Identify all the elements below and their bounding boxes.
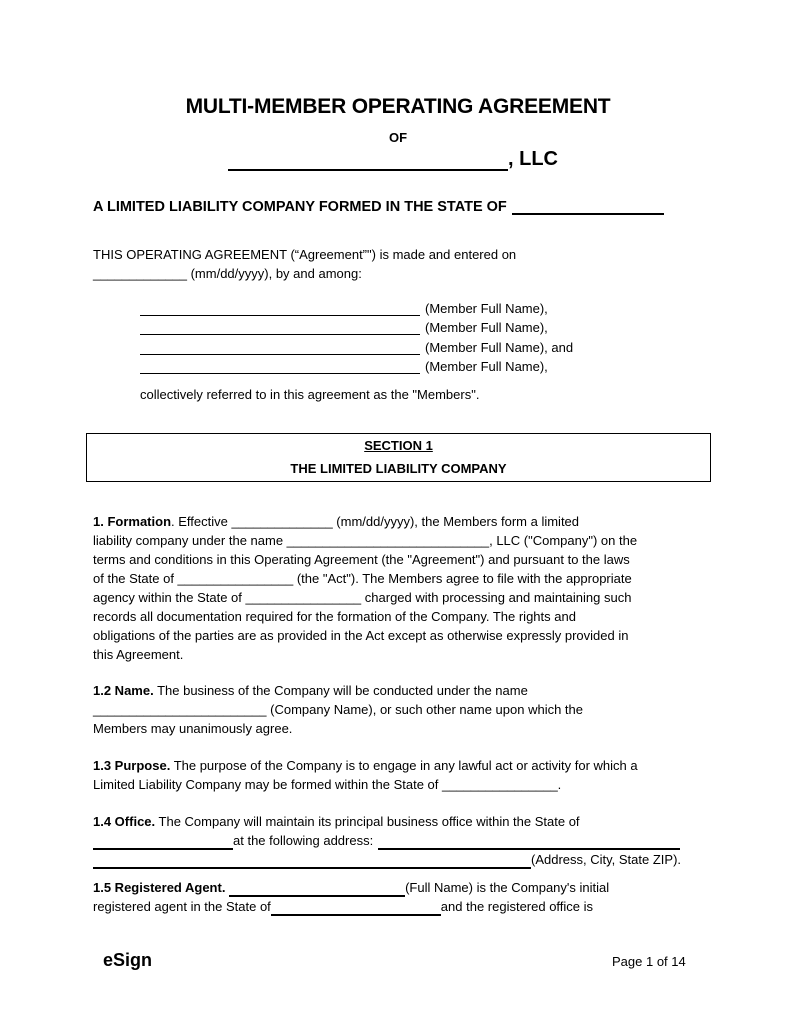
member-name-blank[interactable] — [140, 303, 420, 316]
paragraph-line: . Effective ______________ (mm/dd/yyyy), the Members form a limited — [171, 514, 580, 529]
state-heading — [93, 199, 664, 215]
agent-paragraph: 1.5 Registered Agent . (Full Name) is the Company's initial registered agent in the State of and the registered office is — [93, 880, 610, 914]
formation-paragraph — [93, 512, 703, 664]
office-label: 1.4 Office. — [93, 814, 156, 829]
member-label: (Member Full Name), — [425, 301, 548, 316]
purpose-paragraph — [93, 756, 703, 794]
paragraph-line: Limited Liability Company may be formed within the State of ________________. — [93, 777, 562, 792]
name-paragraph — [93, 681, 703, 738]
company-name-blank[interactable] — [228, 147, 508, 171]
paragraph-line: this Agreement. — [93, 647, 184, 662]
paragraph-line: The business of the Company will be conducted under the name — [153, 683, 528, 698]
paragraph-line: ________________________ (Company Name), or such other name upon which the — [93, 702, 584, 717]
paragraph-line: (Address, City, State ZIP). — [531, 852, 682, 867]
paragraph-line: records all documentation required for the formation of the Company. The rights and — [93, 609, 576, 624]
member-line-4 — [140, 359, 548, 374]
intro-line-2: _____________ (mm/dd/yyyy), by and among: — [93, 266, 362, 281]
name-label: 1.2 Name. — [93, 683, 154, 698]
title-of: OF — [388, 130, 408, 145]
paragraph-line: (Full Name) is the Company's initial — [405, 880, 610, 895]
member-name-blank[interactable] — [140, 322, 420, 335]
document-title: MULTI-MEMBER OPERATING AGREEMENT — [185, 95, 611, 118]
member-label: (Member Full Name), and — [425, 340, 574, 355]
agent-name-blank[interactable] — [229, 883, 405, 897]
paragraph-line: liability company under the name ____________________________, LLC ("Company") on the — [93, 533, 638, 548]
llc-suffix: , LLC — [508, 148, 558, 170]
paragraph-line: of the State of ________________ (the "Act"). The Members agree to file with the appropriate — [93, 571, 632, 586]
member-label: (Member Full Name), — [425, 359, 548, 374]
paragraph-line: registered agent in the State of — [93, 899, 271, 914]
paragraph-line: and the registered office is — [440, 899, 594, 914]
paragraph-line: agency within the State of ________________ charged with processing and maintaining such — [93, 590, 632, 605]
section-title: THE LIMITED LIABILITY COMPANY — [290, 461, 507, 476]
company-name-line — [228, 147, 558, 171]
agent-state-blank[interactable] — [271, 902, 441, 916]
paragraph-line: at the following address: — [233, 833, 374, 848]
esign-logo: eSign — [103, 950, 153, 970]
paragraph-line: Members may unanimously agree. — [93, 721, 293, 736]
state-heading-text: A LIMITED LIABILITY COMPANY FORMED IN THE STATE OF — [93, 199, 507, 215]
paragraph-line: The Company will maintain its principal business office within the State of — [155, 814, 580, 829]
paragraph-line: obligations of the parties are as provided in the Act except as otherwise expressly provided in — [93, 628, 629, 643]
office-paragraph — [93, 812, 703, 869]
formation-state-blank[interactable] — [512, 199, 664, 215]
office-address-blank-2[interactable] — [93, 855, 531, 869]
page-number: Page 1 of 14 — [612, 954, 686, 969]
member-label: (Member Full Name), — [425, 320, 548, 335]
formation-label: 1. Formation — [93, 514, 172, 529]
office-state-blank[interactable] — [93, 836, 233, 850]
member-line-1 — [140, 301, 548, 316]
paragraph-line: The purpose of the Company is to engage in any lawful act or activity for which a — [170, 758, 638, 773]
member-name-blank[interactable] — [140, 361, 420, 374]
intro-line-1: THIS OPERATING AGREEMENT (“Agreement”") is made and entered on — [93, 247, 517, 262]
member-line-3 — [140, 340, 573, 355]
agent-label: 1.5 Registered Agent — [93, 880, 222, 895]
office-address-blank[interactable] — [378, 836, 680, 850]
paragraph-line: terms and conditions in this Operating Agreement (the "Agreement") and pursuant to the laws — [93, 552, 630, 567]
collective-line: collectively referred to in this agreement as the "Members". — [140, 387, 480, 402]
section-header-box — [86, 433, 711, 482]
member-line-2 — [140, 320, 548, 335]
section-number: SECTION 1 — [364, 438, 433, 453]
purpose-label: 1.3 Purpose. — [93, 758, 171, 773]
member-name-blank[interactable] — [140, 342, 420, 355]
